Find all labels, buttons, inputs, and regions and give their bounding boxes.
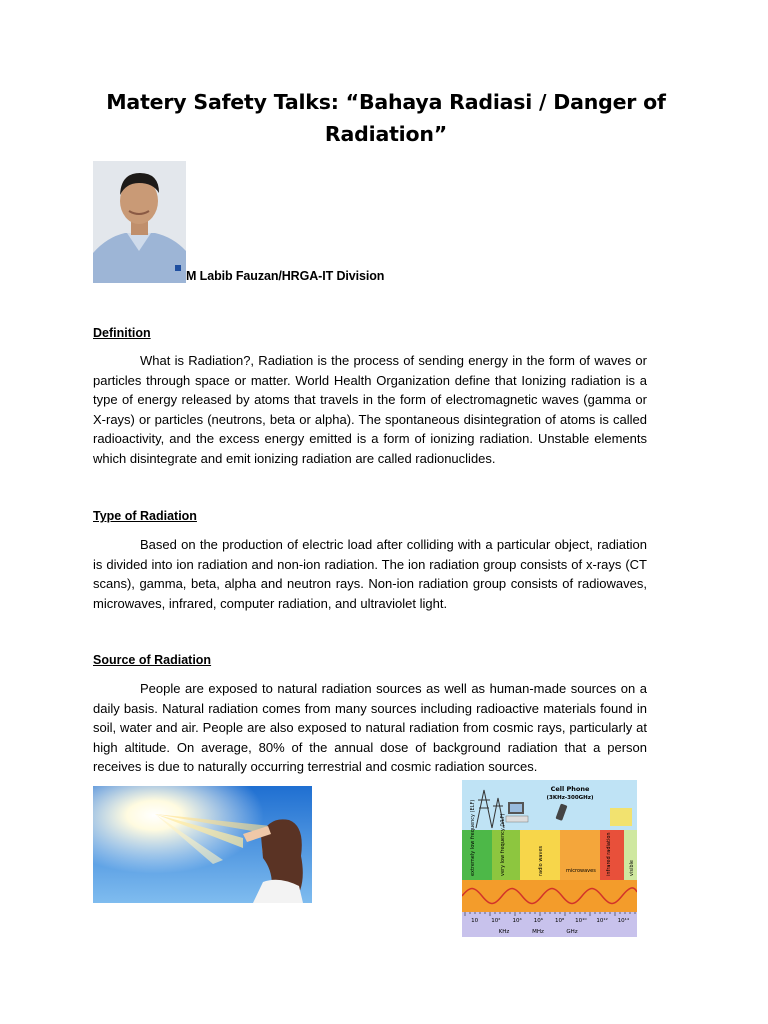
band-label-vlf: very low frequency (VLF) <box>500 813 506 876</box>
section-body-source: People are exposed to natural radiation sources as well as human-made sources on a daily basis. Natural radiation comes from many sources including radioactive materials found in soil, water and air. People are also exposed to natural radiation from cosmic rays, particularly at high altitude. On average, 80% of the annual dose of background radiation that a person receives is due to naturally occurring terrestrial and cosmic radiation sources. <box>93 681 647 775</box>
scale-label: 10⁶ <box>533 918 543 924</box>
sun-exposure-photo <box>93 786 312 903</box>
spectrum-header-sub: (3KHz-300GHz) <box>546 795 594 801</box>
band-label-elf: extremely low frequency (ELF) <box>470 799 476 876</box>
band-label-microwaves: microwaves <box>566 868 596 874</box>
section-heading-definition: Definition <box>93 326 151 340</box>
scale-label: 10⁸ <box>555 918 565 924</box>
scale-label: 10 <box>471 918 479 924</box>
section-heading-source: Source of Radiation <box>93 653 212 667</box>
document-title: Matery Safety Talks: “Bahaya Radiasi / Danger of Radiation” <box>106 90 666 146</box>
unit-label-mhz: MHz <box>532 929 544 935</box>
radiation-spectrum-figure <box>462 780 637 937</box>
scale-label: 10² <box>491 918 501 924</box>
spectrum-header: Cell Phone <box>550 785 590 793</box>
scale-label: 10¹⁰ <box>575 918 587 924</box>
section-body-definition: What is Radiation?, Radiation is the process of sending energy in the form of waves or particles through space or matter. World Health Organization define that Ionizing radiation is a type of energy released by atoms that travels in the form of electromagnetic waves (gamma or X-rays) or particles (neutrons, beta or alpha). The spontaneous disintegration of atoms is called radioactivity, and the excess energy emitted is a form of ionizing radiation. Unstable elements which disintegrate and emit ionizing radiation are called radionuclides. <box>93 353 647 466</box>
section-heading-type: Type of Radiation <box>93 509 197 523</box>
band-label-infrared: infrared radiation <box>606 832 612 876</box>
unit-label-khz: KHz <box>498 929 510 935</box>
band-label-visible: visible <box>629 860 635 876</box>
band-label-radio: radio waves <box>538 845 544 876</box>
scale-label: 10¹⁴ <box>617 918 630 924</box>
section-body-type: Based on the production of electric load after colliding with a particular object, radiation is divided into ion radiation and non-ion radiation. The ion radiation group consists of x-rays (CT scans), gamma, beta, alpha and neutron rays. Non-ion radiation group consists of radiowaves, microwaves, infrared, computer radiation, and ultraviolet light. <box>93 537 647 611</box>
unit-label-ghz: GHz <box>566 929 578 935</box>
author-photo <box>93 161 186 283</box>
author-name: M Labib Fauzan/HRGA-IT Division <box>186 269 385 283</box>
scale-label: 10¹² <box>596 918 608 924</box>
scale-label: 10⁴ <box>512 918 522 924</box>
